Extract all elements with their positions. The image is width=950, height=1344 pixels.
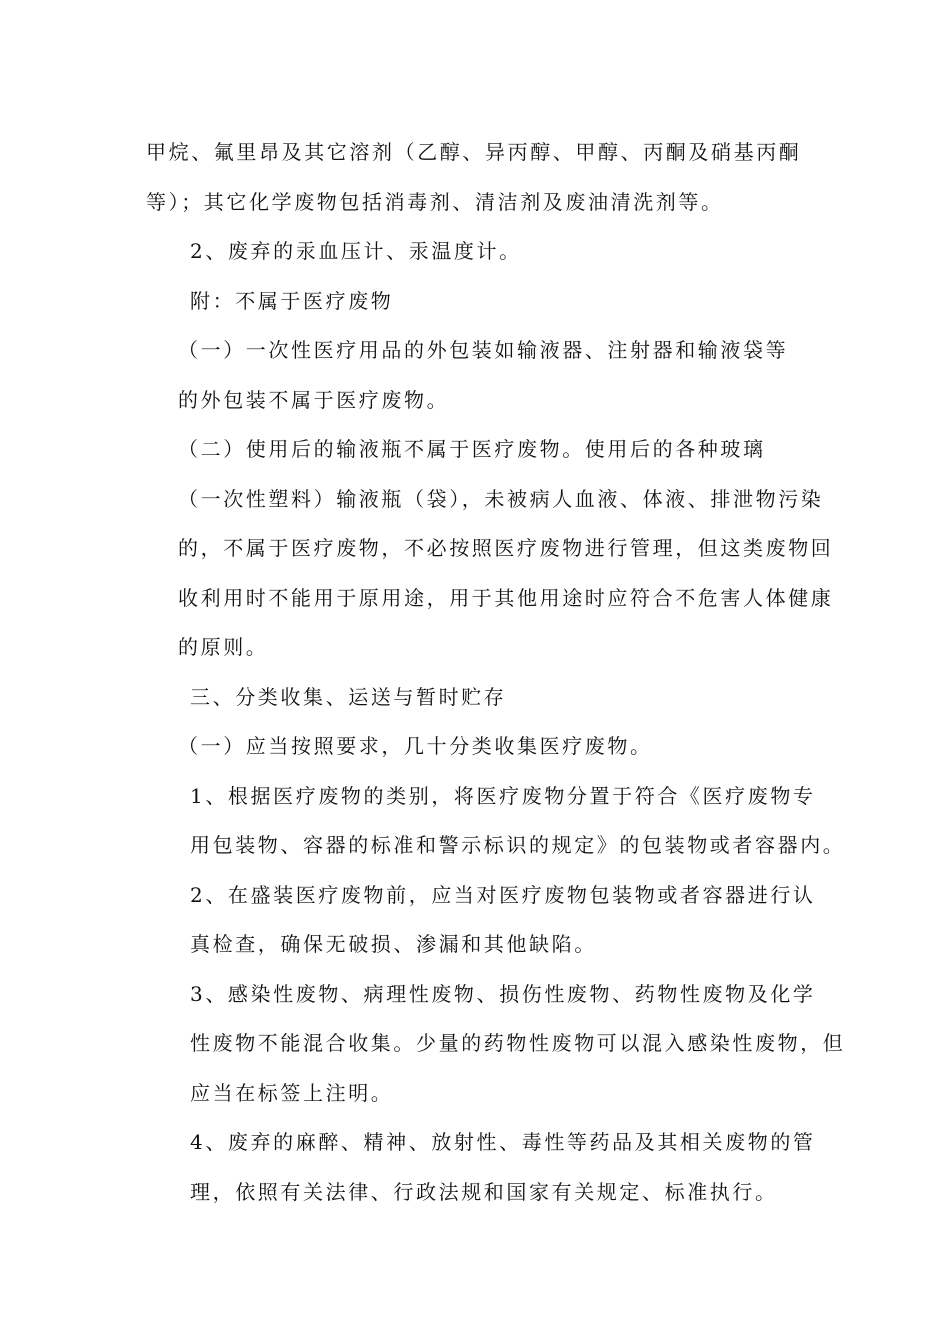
text-line: 4、废弃的麻醉、精神、放射性、毒性等药品及其相关废物的管 (190, 1130, 816, 1154)
text-line: 应当在标签上注明。 (190, 1080, 394, 1105)
text-line: 2、废弃的汞血压计、汞温度计。 (190, 239, 522, 263)
text-line: 三、分类收集、运送与暂时贮存 (190, 684, 507, 709)
text-line: 真检查，确保无破损、渗漏和其他缺陷。 (190, 932, 597, 956)
paragraph-infusion-bottles (146, 425, 834, 673)
text-line: （一）应当按照要求，几十分类收集医疗废物。 (178, 734, 653, 758)
document-page (146, 128, 846, 1217)
text-line: 的，不属于医疗废物，不必按照医疗废物进行管理，但这类废物回 (178, 536, 834, 560)
text-line: 1、根据医疗废物的类别，将医疗废物分置于符合《医疗废物专 (190, 783, 816, 808)
text-line: 3、感染性废物、病理性废物、损伤性废物、药物性废物及化学 (190, 981, 816, 1006)
subheading-classified-collection (146, 722, 806, 772)
text-line: 的外包装不属于医疗废物。 (178, 387, 450, 412)
text-line: 甲烷、氟里昂及其它溶剂（乙醇、异丙醇、甲醇、丙酮及硝基丙酮 (146, 140, 802, 164)
text-line: 2、在盛装医疗废物前，应当对医疗废物包装物或者容器进行认 (190, 882, 816, 907)
text-line: 的原则。 (178, 635, 269, 659)
text-line: 收利用时不能用于原用途，用于其他用途时应符合不危害人体健康 (178, 585, 834, 610)
text-line: （一）一次性医疗用品的外包装如输液器、注射器和输液袋等 (178, 338, 789, 362)
text-line: （一次性塑料）输液瓶（袋），未被病人血液、体液、排泄物污染 (178, 486, 824, 511)
text-line: （二）使用后的输液瓶不属于医疗废物。使用后的各种玻璃 (178, 437, 766, 461)
paragraph-item-4 (146, 1118, 816, 1217)
paragraph-chemical-solvents (146, 128, 806, 227)
text-line: 用包装物、容器的标准和警示标识的规定》的包装物或者容器内。 (190, 833, 846, 857)
text-line: 等）；其它化学废物包括消毒剂、清洁剂及废油清洗剂等。 (146, 189, 724, 214)
text-line: 性废物不能混合收集。少量的药物性废物可以混入感染性废物，但 (190, 1031, 846, 1055)
section-heading-not-medical-waste (146, 277, 806, 327)
paragraph-item-3 (146, 970, 846, 1119)
paragraph-item-2 (146, 871, 816, 970)
section-heading-collection (146, 673, 806, 723)
text-line: 附：不属于医疗废物 (190, 288, 394, 313)
paragraph-outer-packaging (146, 326, 806, 425)
paragraph-item-1 (146, 772, 846, 871)
text-line: 理，依照有关法律、行政法规和国家有关规定、标准执行。 (190, 1179, 778, 1204)
paragraph-mercury-instruments (146, 227, 806, 277)
